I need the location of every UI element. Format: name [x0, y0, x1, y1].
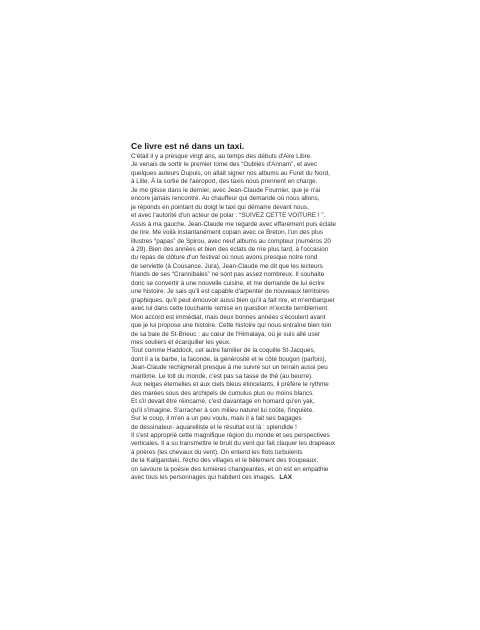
- body-line: je réponds en pointant du doigt le taxi qui démarre devant nous,: [131, 203, 309, 211]
- article-body: [131, 153, 363, 483]
- body-line: illustres “papas” de Spirou, avec neuf albums au compteur (numéros 20: [131, 237, 331, 245]
- body-line: que je lui propose une histoire. Cette histoire qui nous entraîne bien loin: [131, 322, 332, 330]
- body-line: Aux neiges éternelles et aux ciels bleus étincelants, il préfère le rythme: [131, 381, 329, 389]
- article: [131, 141, 363, 483]
- body-line: friands de ses “Crannibales” ne sont pas assez nombreux. Il souhaite: [131, 271, 325, 279]
- body-line: qu'il s'imagine. S'arracher à son milieu naturel lui coûte, l'inquiète.: [131, 406, 314, 414]
- body-line: à prières (les chevaux du vent). On entend les flots turbulents: [131, 448, 303, 456]
- body-line: Je venais de sortir le premier tome des “Oubliés d'Annam”, et avec: [131, 161, 317, 169]
- body-line: donc se convertir à une nouvelle cuisine, et me demande de lui écrire: [131, 279, 325, 287]
- body-line: dont il a la barbe, la faconde, la générosité et le côté bougon (parfois),: [131, 355, 327, 363]
- body-line: de sa baie de St-Brieuc : au cœur de l'Himalaya, où je suis allé user: [131, 330, 321, 338]
- body-line: à Lille. À la sortie de l'aéroport, des taxis nous prennent en charge.: [131, 178, 318, 186]
- body-line: Il s'est approprié cette magnifique région du monde et ses perspectives: [131, 431, 330, 439]
- body-line: avec lui dans cette touchante remise en question m'excite terriblement.: [131, 305, 329, 313]
- body-line: Assis à ma gauche, Jean-Claude me regarde avec effarement puis éclate: [131, 220, 336, 228]
- body-line: Et s'il devait être réincarné, c'est davantage en homard qu'en yak,: [131, 398, 315, 406]
- body-line: verticales. Il a su transmettre le bruit du vent qui fait claquer les drapeaux: [131, 440, 336, 448]
- body-line: Sur le coup, il m'en a un peu voulu, mais il a fait ses bagages: [131, 415, 302, 423]
- body-line: de serviette (à Cousance, Jura), Jean-Claude me dit que les lecteurs: [131, 262, 323, 270]
- body-line: Jean-Claude rechignerait presque à me suivre sur un terrain aussi peu: [131, 364, 328, 372]
- body-line: une histoire. Je sais qu'il est capable d'arpenter de nouveaux territoires: [131, 288, 330, 296]
- body-line: des marées sous des archipels de cumulus plus ou moins blancs.: [131, 389, 315, 397]
- body-line: Mon accord est immédiat, mais deux bonnes années s'écoulent avant: [131, 313, 326, 321]
- body-line: graphiques, qu'il peut émouvoir aussi bien qu'il a fait rire, et m'embarquer: [131, 296, 335, 304]
- article-title: Ce livre est né dans un taxi.: [131, 141, 245, 151]
- body-line: Je me glisse dans le dernier, avec Jean-Claude Fournier, que je n'ai: [131, 186, 321, 194]
- body-line: Tout comme Haddock, cet autre familier de la coquille St-Jacques,: [131, 347, 316, 355]
- body-line: encore jamais rencontré. Au chauffeur qui demande où nous allons,: [131, 195, 320, 203]
- body-line: du repas de clôture d'un festival où nous avons presque notre rond: [131, 254, 318, 262]
- body-line: mes souliers et écarquiller les yeux.: [131, 338, 231, 346]
- body-line: maritime. Le toit du monde, c'est pas sa tasse de thé (au beurre).: [131, 372, 313, 380]
- body-line: on savoure la poésie des lumières changeantes, et on est en empathie: [131, 465, 329, 473]
- body-line: quelques auteurs Dupuis, on allait signer nos albums au Furet du Nord,: [131, 169, 330, 177]
- body-line: à 29). Bien des années et bien des éclats de rire plus tard, à l'occasion: [131, 245, 329, 253]
- body-line: avec tous les personnages qui habitent ces images. LAX: [131, 474, 292, 482]
- body-line: C'était il y a presque vingt ans, au temps des débuts d'Aire Libre.: [131, 153, 312, 160]
- body-line: de rire. Me voilà instantanément copain avec ce Breton, l'un des plus: [131, 229, 323, 237]
- body-line: de la Kaligandaki, l'écho des villages et le bêlement des troupeaux,: [131, 457, 319, 465]
- body-line: de dessinateur- aquarelliste et le résultat est là : splendide !: [131, 423, 297, 431]
- body-line: et avec l'autorité d'un acteur de polar : “SUIVEZ CETTE VOITURE ! ”.: [131, 212, 326, 220]
- author-signature: LAX: [279, 474, 292, 482]
